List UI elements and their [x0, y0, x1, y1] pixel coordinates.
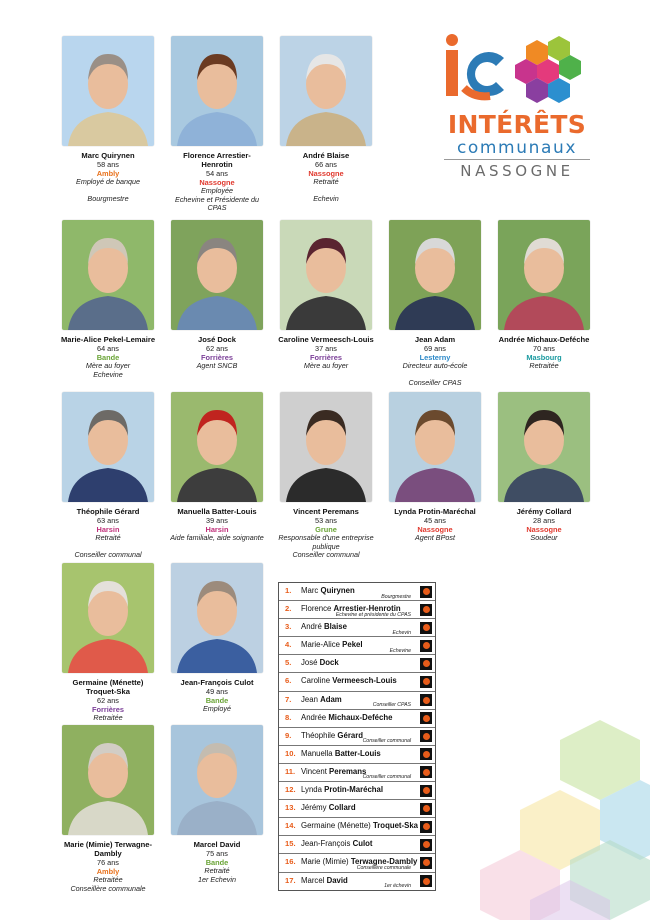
- candidate-name: Germaine (Ménette) Troquet-Ska: [72, 678, 144, 696]
- candidate-job: Employé: [203, 704, 231, 713]
- ballot-number: 10.: [285, 748, 296, 758]
- candidate-village: Nassogne: [308, 169, 344, 178]
- ballot-name: Marcel David: [301, 875, 348, 885]
- candidate-role: Conseiller CPAS: [408, 377, 462, 387]
- ballot-row: [279, 637, 435, 655]
- ballot-name: Lynda Protin-Maréchal: [301, 785, 384, 795]
- ballot-number: 2.: [285, 604, 292, 614]
- vote-box[interactable]: [420, 785, 432, 797]
- ballot-note: 1er échevin: [384, 883, 411, 889]
- ballot-row: [279, 601, 435, 619]
- candidate-photo: [280, 392, 372, 502]
- ballot-name: Jean-François Culot: [301, 839, 373, 849]
- ballot-name: Marie-Alice Pekel: [301, 640, 363, 650]
- candidate-age: 28 ans: [533, 516, 555, 525]
- candidate-role: Echevine: [93, 369, 123, 379]
- candidate-card: [496, 220, 592, 371]
- candidate-photo: [280, 36, 372, 146]
- candidate-role: Echevin: [313, 193, 339, 203]
- candidate-name: Marc Quirynen: [81, 151, 135, 160]
- portrait-icon: [62, 392, 154, 502]
- ballot-note: Conseiller communal: [362, 774, 411, 781]
- candidate-age: 62 ans: [97, 696, 119, 705]
- ballot-number: 15.: [285, 839, 296, 849]
- candidate-photo: [171, 392, 263, 502]
- candidate-job: Directeur auto-école: [402, 361, 468, 370]
- candidate-job: Mère au foyer: [303, 361, 349, 370]
- candidate-name: Manuella Batter-Louis: [177, 507, 257, 516]
- candidate-role: Conseiller communal: [74, 549, 142, 559]
- candidate-village: Masbourg: [526, 353, 562, 362]
- ballot-number: 13.: [285, 803, 296, 813]
- ballot-row: [279, 655, 435, 673]
- ballot-note: Conseiller CPAS: [372, 702, 411, 709]
- candidate-card: [278, 220, 374, 371]
- candidate-photo: [62, 392, 154, 502]
- candidate-village: Ambly: [96, 867, 120, 876]
- ballot-number: 14.: [285, 821, 296, 831]
- portrait-icon: [62, 220, 154, 330]
- candidate-village: Bande: [205, 696, 229, 705]
- vote-box[interactable]: [420, 604, 432, 616]
- ballot-row: [279, 728, 435, 746]
- portrait-icon: [171, 36, 263, 146]
- candidate-village: Bande: [96, 353, 120, 362]
- vote-box[interactable]: [420, 857, 432, 869]
- candidate-age: 58 ans: [97, 160, 119, 169]
- candidate-village: Forrières: [91, 705, 125, 714]
- candidate-village: Ambly: [96, 169, 120, 178]
- portrait-icon: [389, 220, 481, 330]
- candidate-name: José Dock: [198, 335, 236, 344]
- ballot-name: Manuella Batter-Louis: [301, 748, 381, 758]
- candidate-name: Marie (Mimie) Terwagne-Dambly: [63, 840, 153, 858]
- portrait-icon: [62, 725, 154, 835]
- candidate-photo: [62, 36, 154, 146]
- candidate-photo: [62, 220, 154, 330]
- ballot-name: Théophile Gérard: [301, 730, 363, 740]
- candidate-age: 64 ans: [97, 344, 119, 353]
- ballot-name: Marc Quirynen: [301, 586, 355, 595]
- candidate-photo: [280, 220, 372, 330]
- ballot-note: Conseillère communale: [356, 864, 411, 871]
- logo-word-communaux: communaux: [456, 138, 578, 158]
- candidate-name: Jérémy Collard: [516, 507, 572, 516]
- ballot-name: Caroline Vermeesch-Louis: [301, 676, 397, 686]
- candidate-card: [169, 392, 265, 543]
- portrait-icon: [171, 563, 263, 673]
- candidate-card: [387, 392, 483, 543]
- logo-word-nassogne: NASSOGNE: [444, 159, 590, 180]
- ballot-note: Echevin: [392, 629, 411, 636]
- ballot-row: [279, 818, 435, 836]
- candidate-job: Responsable d'une entreprise publique: [278, 533, 374, 551]
- candidate-photo: [171, 725, 263, 835]
- candidate-name: Jean Adam: [414, 335, 456, 344]
- ballot-number: 11.: [285, 766, 296, 776]
- vote-box[interactable]: [420, 586, 432, 598]
- vote-box[interactable]: [420, 839, 432, 851]
- candidate-age: 70 ans: [533, 344, 555, 353]
- candidate-job: Employée: [201, 186, 233, 195]
- candidate-photo: [498, 392, 590, 502]
- ballot-row: [279, 764, 435, 782]
- candidate-card: [278, 392, 374, 560]
- candidate-role: 1er Echevin: [198, 874, 236, 884]
- portrait-icon: [498, 220, 590, 330]
- candidate-photo: [389, 220, 481, 330]
- candidate-role: Conseiller communal: [292, 550, 360, 560]
- logo-mark-icon: [444, 32, 590, 108]
- candidate-village: Nassogne: [526, 525, 562, 534]
- candidate-village: Harsin: [205, 525, 229, 534]
- candidate-name: Marie-Alice Pekel-Lemaire: [60, 335, 156, 344]
- ballot-list: [278, 582, 436, 891]
- vote-box[interactable]: [420, 730, 432, 742]
- candidate-photo: [62, 725, 154, 835]
- portrait-icon: [62, 36, 154, 146]
- ballot-note: Conseiller communal: [362, 738, 411, 745]
- vote-box[interactable]: [420, 875, 432, 887]
- candidate-village: Nassogne: [199, 178, 235, 187]
- candidate-card: [496, 392, 592, 543]
- candidate-job: Retraitée: [93, 713, 123, 722]
- candidate-photo: [171, 563, 263, 673]
- candidate-village: Lesterny: [419, 353, 451, 362]
- candidate-job: Retraitée: [93, 875, 123, 884]
- ballot-row: [279, 673, 435, 691]
- ballot-number: 12.: [285, 785, 296, 795]
- portrait-icon: [280, 220, 372, 330]
- ballot-row: [279, 800, 435, 818]
- candidate-photo: [389, 392, 481, 502]
- ballot-row: [279, 710, 435, 728]
- candidate-name: Lynda Protin-Maréchal: [394, 507, 476, 516]
- candidate-job: Agent BPost: [415, 533, 455, 542]
- candidate-age: 63 ans: [97, 516, 119, 525]
- ballot-number: 16.: [285, 857, 296, 867]
- candidate-name: Caroline Vermeesch-Louis: [278, 335, 374, 344]
- ballot-note: Echevine et présidente du CPAS: [335, 611, 411, 618]
- candidate-card: [60, 725, 156, 893]
- ballot-row: [279, 583, 435, 601]
- vote-box[interactable]: [420, 622, 432, 634]
- candidate-village: Forrières: [200, 353, 234, 362]
- candidate-name: Théophile Gérard: [76, 507, 140, 516]
- decorative-hexagons: [480, 720, 650, 920]
- ballot-row: [279, 836, 435, 854]
- candidate-card: [387, 220, 483, 387]
- portrait-icon: [498, 392, 590, 502]
- vote-box[interactable]: [420, 658, 432, 670]
- logo-word-interets: INTÉRÊTS: [447, 110, 587, 139]
- vote-box[interactable]: [420, 712, 432, 724]
- ballot-name: André Blaise: [301, 622, 347, 632]
- vote-box[interactable]: [420, 821, 432, 833]
- candidate-job: Employé de banque: [76, 177, 140, 186]
- candidate-age: 66 ans: [315, 160, 337, 169]
- candidate-age: 37 ans: [315, 344, 337, 353]
- candidate-age: 39 ans: [206, 516, 228, 525]
- ballot-name: Germaine (Ménette) Troquet-Ska: [301, 821, 418, 831]
- candidate-photo: [62, 563, 154, 673]
- candidate-job: Retraité: [313, 177, 339, 186]
- vote-box[interactable]: [420, 676, 432, 688]
- ballot-number: 7.: [285, 694, 292, 704]
- candidate-age: 45 ans: [424, 516, 446, 525]
- candidate-card: [169, 220, 265, 371]
- ballot-row: [279, 692, 435, 710]
- ballot-number: 1.: [285, 586, 292, 595]
- candidate-village: Grune: [315, 525, 337, 534]
- portrait-icon: [171, 392, 263, 502]
- ballot-number: 9.: [285, 730, 292, 740]
- candidate-age: 53 ans: [315, 516, 337, 525]
- ballot-note: Bourgmestre: [381, 593, 411, 600]
- candidate-village: Nassogne: [417, 525, 453, 534]
- candidate-photo: [171, 220, 263, 330]
- portrait-icon: [62, 563, 154, 673]
- candidate-card: [60, 36, 156, 203]
- portrait-icon: [171, 220, 263, 330]
- candidate-role: Echevine et Présidente du CPAS: [175, 194, 259, 213]
- candidate-name: Florence Arrestier-Henrotin: [183, 151, 251, 169]
- ballot-note: Echevine: [389, 647, 411, 654]
- vote-box[interactable]: [420, 694, 432, 706]
- candidate-job: Retraitée: [529, 361, 559, 370]
- candidate-role: Conseillère communale: [70, 883, 146, 893]
- portrait-icon: [171, 725, 263, 835]
- ballot-row: [279, 854, 435, 872]
- ballot-name: Jean Adam: [301, 694, 342, 704]
- candidate-job: Agent SNCB: [196, 361, 238, 370]
- candidate-job: Retraité: [204, 866, 230, 875]
- candidate-card: [60, 563, 156, 723]
- candidate-photo: [498, 220, 590, 330]
- ballot-name: Andrée Michaux-Deféche: [301, 712, 393, 722]
- candidate-name: Marcel David: [193, 840, 241, 849]
- candidate-age: 62 ans: [206, 344, 228, 353]
- candidate-name: Vincent Peremans: [293, 507, 359, 516]
- ballot-row: [279, 746, 435, 764]
- ballot-row: [279, 782, 435, 800]
- portrait-icon: [280, 36, 372, 146]
- candidate-job: Retraité: [95, 533, 121, 542]
- ballot-row: [279, 873, 435, 890]
- vote-box[interactable]: [420, 803, 432, 815]
- ballot-row: [279, 619, 435, 637]
- vote-box[interactable]: [420, 640, 432, 652]
- ballot-name: Florence Arrestier-Henrotin: [301, 604, 401, 614]
- candidate-age: 69 ans: [424, 344, 446, 353]
- candidate-card: [169, 36, 265, 213]
- candidate-role: Bourgmestre: [87, 193, 129, 203]
- candidate-card: [278, 36, 374, 203]
- candidate-village: Forrières: [309, 353, 343, 362]
- candidate-job: Aide familiale, aide soignante: [170, 533, 264, 542]
- candidate-name: Jean-François Culot: [180, 678, 254, 687]
- ballot-name: Jérémy Collard: [301, 803, 356, 813]
- ballot-number: 5.: [285, 658, 292, 668]
- ballot-number: 3.: [285, 622, 292, 632]
- candidate-village: Bande: [205, 858, 229, 867]
- vote-box[interactable]: [420, 748, 432, 760]
- candidate-photo: [171, 36, 263, 146]
- candidate-card: [169, 725, 265, 884]
- candidate-name: Andrée Michaux-Deféche: [498, 335, 590, 344]
- portrait-icon: [389, 392, 481, 502]
- candidate-card: [60, 220, 156, 379]
- candidate-job: Mère au foyer: [85, 361, 131, 370]
- ballot-number: 4.: [285, 640, 292, 650]
- ballot-number: 17.: [285, 875, 296, 885]
- ballot-number: 8.: [285, 712, 292, 722]
- ballot-number: 6.: [285, 676, 292, 686]
- candidate-age: 75 ans: [206, 849, 228, 858]
- party-logo: [444, 32, 590, 182]
- vote-box[interactable]: [420, 766, 432, 778]
- candidate-village: Harsin: [96, 525, 120, 534]
- candidate-age: 54 ans: [206, 169, 228, 178]
- ballot-name: Vincent Peremans: [301, 766, 367, 776]
- candidate-card: [60, 392, 156, 559]
- candidate-card: [169, 563, 265, 714]
- ballot-name: José Dock: [301, 658, 339, 668]
- candidate-age: 76 ans: [97, 858, 119, 867]
- candidate-job: Soudeur: [530, 533, 558, 542]
- candidate-name: André Blaise: [302, 151, 350, 160]
- portrait-icon: [280, 392, 372, 502]
- candidate-age: 49 ans: [206, 687, 228, 696]
- ballot-name: Marie (Mimie) Terwagne-Dambly: [301, 857, 418, 867]
